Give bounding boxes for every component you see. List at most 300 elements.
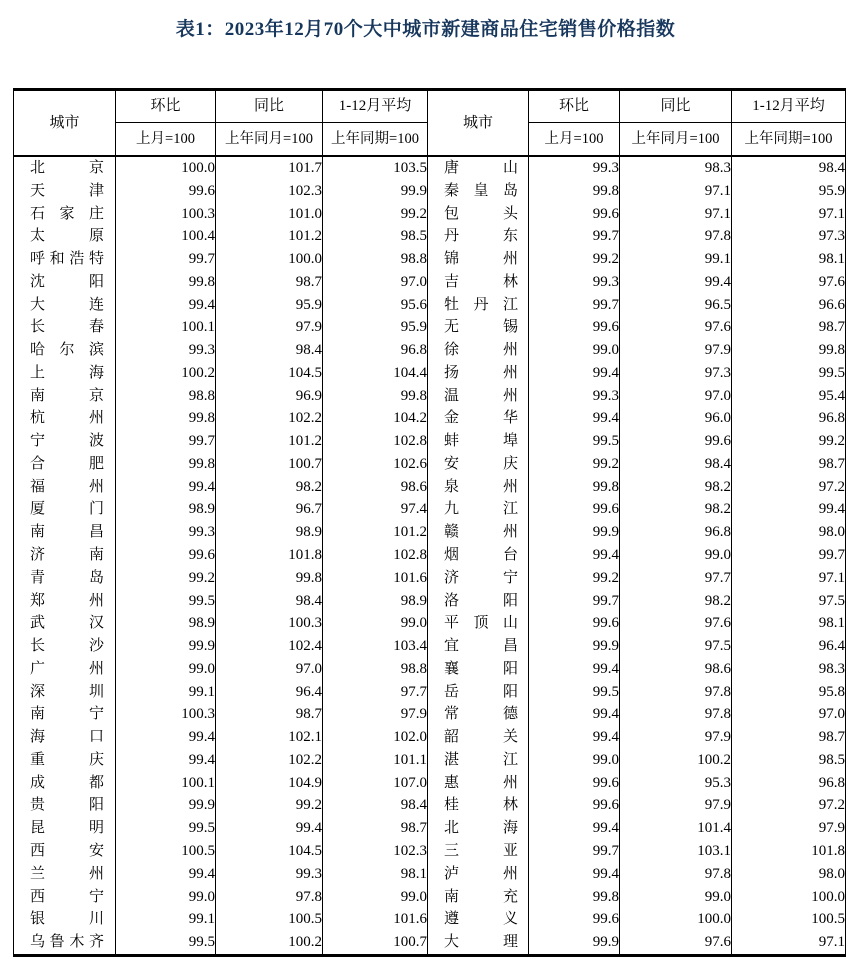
index-value-cell: 99.5 — [732, 362, 846, 385]
index-value-cell: 98.9 — [216, 521, 323, 544]
city-name: 南充 — [444, 888, 518, 905]
index-value-cell: 100.5 — [116, 840, 216, 863]
city-cell — [14, 726, 116, 749]
index-value-cell: 99.6 — [529, 794, 620, 817]
index-value-cell: 107.0 — [323, 772, 428, 795]
index-value-cell: 99.2 — [529, 453, 620, 476]
index-value-cell: 102.8 — [323, 430, 428, 453]
city-name: 烟台 — [444, 547, 518, 564]
table-row — [14, 749, 846, 772]
table-row — [14, 316, 846, 339]
index-value-cell: 95.9 — [732, 180, 846, 203]
city-cell — [428, 612, 529, 635]
index-value-cell: 97.0 — [620, 385, 732, 408]
index-value-cell: 99.5 — [529, 681, 620, 704]
index-value-cell: 99.9 — [116, 635, 216, 658]
city-cell — [428, 521, 529, 544]
index-value-cell: 99.3 — [529, 156, 620, 180]
city-name: 大连 — [30, 296, 104, 313]
index-value-cell: 98.9 — [116, 498, 216, 521]
index-value-cell: 97.6 — [620, 316, 732, 339]
table-row — [14, 476, 846, 499]
city-name: 南昌 — [30, 524, 104, 541]
index-value-cell: 99.3 — [116, 521, 216, 544]
index-value-cell: 98.8 — [116, 385, 216, 408]
index-value-cell: 101.2 — [216, 430, 323, 453]
index-value-cell: 98.5 — [323, 225, 428, 248]
city-cell — [428, 726, 529, 749]
index-value-cell: 96.8 — [732, 407, 846, 430]
index-value-cell: 99.6 — [529, 908, 620, 931]
index-value-cell: 97.0 — [732, 703, 846, 726]
index-value-cell: 99.4 — [116, 726, 216, 749]
index-value-cell: 101.7 — [216, 156, 323, 180]
index-value-cell: 96.6 — [732, 294, 846, 317]
price-index-table — [13, 88, 846, 957]
city-cell — [14, 863, 116, 886]
index-value-cell: 99.8 — [323, 385, 428, 408]
index-value-cell: 99.7 — [529, 590, 620, 613]
index-value-cell: 102.4 — [216, 635, 323, 658]
index-value-cell: 104.2 — [323, 407, 428, 430]
city-cell — [428, 156, 529, 180]
city-name: 桂林 — [444, 797, 518, 814]
col-header-yoy-right: 同比 — [620, 90, 732, 123]
city-name: 吉林 — [444, 273, 518, 290]
index-value-cell: 99.4 — [529, 544, 620, 567]
index-value-cell: 99.4 — [116, 294, 216, 317]
index-value-cell: 97.6 — [620, 931, 732, 955]
index-value-cell: 97.8 — [216, 886, 323, 909]
index-value-cell: 101.4 — [620, 817, 732, 840]
city-cell — [14, 498, 116, 521]
city-name: 呼和浩特 — [30, 251, 104, 268]
city-name: 大理 — [444, 934, 518, 951]
index-value-cell: 100.0 — [216, 248, 323, 271]
index-value-cell: 98.7 — [216, 703, 323, 726]
table-row — [14, 726, 846, 749]
index-value-cell: 97.1 — [732, 203, 846, 226]
index-value-cell: 97.4 — [323, 498, 428, 521]
index-value-cell: 95.3 — [620, 772, 732, 795]
city-cell — [428, 703, 529, 726]
index-value-cell: 97.1 — [620, 180, 732, 203]
city-name: 南宁 — [30, 706, 104, 723]
city-cell — [14, 271, 116, 294]
index-value-cell: 97.1 — [732, 567, 846, 590]
index-value-cell: 99.7 — [529, 840, 620, 863]
city-name: 深圳 — [30, 683, 104, 700]
index-value-cell: 101.6 — [323, 908, 428, 931]
index-value-cell: 99.2 — [529, 567, 620, 590]
table-row — [14, 203, 846, 226]
index-value-cell: 99.6 — [529, 203, 620, 226]
city-cell — [14, 658, 116, 681]
city-cell — [14, 635, 116, 658]
table-row — [14, 453, 846, 476]
city-cell — [428, 362, 529, 385]
city-name: 宁波 — [30, 433, 104, 450]
city-cell — [428, 794, 529, 817]
index-value-cell: 99.4 — [529, 703, 620, 726]
table-row — [14, 886, 846, 909]
city-name: 南京 — [30, 387, 104, 404]
table-row — [14, 681, 846, 704]
index-value-cell: 97.9 — [620, 726, 732, 749]
city-cell — [14, 430, 116, 453]
city-cell — [428, 476, 529, 499]
index-value-cell: 100.4 — [116, 225, 216, 248]
table-row — [14, 544, 846, 567]
index-value-cell: 99.6 — [529, 316, 620, 339]
index-value-cell: 97.7 — [323, 681, 428, 704]
index-value-cell: 102.6 — [323, 453, 428, 476]
city-name: 海口 — [30, 729, 104, 746]
table-row — [14, 931, 846, 955]
city-name: 北海 — [444, 820, 518, 837]
city-name: 韶关 — [444, 729, 518, 746]
index-value-cell: 99.2 — [529, 248, 620, 271]
index-value-cell: 98.4 — [620, 453, 732, 476]
city-cell — [14, 794, 116, 817]
index-value-cell: 98.6 — [620, 658, 732, 681]
index-value-cell: 99.0 — [323, 612, 428, 635]
city-name: 泸州 — [444, 865, 518, 882]
index-value-cell: 98.0 — [732, 863, 846, 886]
city-name: 赣州 — [444, 524, 518, 541]
table-row — [14, 180, 846, 203]
col-header-avg-right: 1-12月平均 — [732, 90, 846, 123]
index-value-cell: 97.8 — [620, 863, 732, 886]
city-name: 贵阳 — [30, 797, 104, 814]
city-cell — [428, 544, 529, 567]
city-cell — [428, 316, 529, 339]
index-value-cell: 97.9 — [620, 794, 732, 817]
index-value-cell: 98.7 — [732, 726, 846, 749]
index-value-cell: 99.4 — [529, 817, 620, 840]
table-row — [14, 156, 846, 180]
index-value-cell: 98.1 — [732, 612, 846, 635]
index-value-cell: 97.2 — [732, 794, 846, 817]
city-cell — [428, 567, 529, 590]
index-value-cell: 99.2 — [323, 203, 428, 226]
index-value-cell: 95.6 — [323, 294, 428, 317]
index-value-cell: 99.1 — [620, 248, 732, 271]
city-cell — [428, 430, 529, 453]
city-cell — [14, 294, 116, 317]
index-value-cell: 99.9 — [323, 180, 428, 203]
index-value-cell: 103.1 — [620, 840, 732, 863]
index-value-cell: 97.8 — [620, 681, 732, 704]
city-cell — [14, 703, 116, 726]
index-value-cell: 99.4 — [529, 658, 620, 681]
city-name: 安庆 — [444, 455, 518, 472]
index-value-cell: 99.9 — [529, 521, 620, 544]
index-value-cell: 99.0 — [529, 749, 620, 772]
index-value-cell: 99.1 — [116, 681, 216, 704]
index-value-cell: 99.3 — [116, 339, 216, 362]
index-value-cell: 100.2 — [216, 931, 323, 955]
index-value-cell: 96.4 — [732, 635, 846, 658]
index-value-cell: 99.6 — [116, 544, 216, 567]
index-value-cell: 98.8 — [323, 248, 428, 271]
index-value-cell: 98.7 — [216, 271, 323, 294]
index-value-cell: 99.4 — [529, 362, 620, 385]
index-value-cell: 99.8 — [529, 476, 620, 499]
city-name: 长沙 — [30, 638, 104, 655]
index-value-cell: 99.4 — [116, 749, 216, 772]
index-value-cell: 99.0 — [529, 339, 620, 362]
index-value-cell: 97.0 — [216, 658, 323, 681]
index-value-cell: 97.0 — [323, 271, 428, 294]
index-value-cell: 98.9 — [116, 612, 216, 635]
index-value-cell: 99.7 — [529, 294, 620, 317]
index-value-cell: 99.0 — [116, 658, 216, 681]
index-value-cell: 100.1 — [116, 772, 216, 795]
city-cell — [14, 612, 116, 635]
index-value-cell: 97.1 — [620, 203, 732, 226]
col-header-avg-left: 1-12月平均 — [323, 90, 428, 123]
index-value-cell: 97.6 — [620, 612, 732, 635]
index-value-cell: 95.9 — [216, 294, 323, 317]
city-name: 包头 — [444, 205, 518, 222]
city-cell — [14, 203, 116, 226]
index-value-cell: 100.2 — [116, 362, 216, 385]
index-value-cell: 99.8 — [529, 886, 620, 909]
city-name: 重庆 — [30, 751, 104, 768]
city-name: 昆明 — [30, 820, 104, 837]
index-value-cell: 99.8 — [116, 407, 216, 430]
index-value-cell: 100.1 — [116, 316, 216, 339]
index-value-cell: 99.4 — [529, 726, 620, 749]
index-value-cell: 97.6 — [732, 271, 846, 294]
index-value-cell: 99.1 — [116, 908, 216, 931]
city-name: 惠州 — [444, 774, 518, 791]
city-cell — [14, 476, 116, 499]
table-row — [14, 635, 846, 658]
city-cell — [428, 498, 529, 521]
city-cell — [428, 248, 529, 271]
city-cell — [14, 567, 116, 590]
city-name: 平顶山 — [444, 615, 518, 632]
city-cell — [428, 225, 529, 248]
index-value-cell: 96.5 — [620, 294, 732, 317]
index-value-cell: 99.7 — [529, 225, 620, 248]
index-value-cell: 99.6 — [529, 612, 620, 635]
city-cell — [428, 931, 529, 955]
city-name: 银川 — [30, 911, 104, 928]
table-body — [14, 156, 846, 955]
table-row — [14, 567, 846, 590]
index-value-cell: 99.6 — [620, 430, 732, 453]
index-value-cell: 99.4 — [620, 271, 732, 294]
index-value-cell: 104.5 — [216, 362, 323, 385]
city-name: 徐州 — [444, 342, 518, 359]
city-cell — [428, 772, 529, 795]
index-value-cell: 97.3 — [732, 225, 846, 248]
col-header-yoy-left: 同比 — [216, 90, 323, 123]
table-row — [14, 863, 846, 886]
city-cell — [428, 294, 529, 317]
index-value-cell: 97.5 — [732, 590, 846, 613]
index-value-cell: 98.6 — [323, 476, 428, 499]
city-name: 遵义 — [444, 911, 518, 928]
col-subheader-yoy-base-right: 上年同月=100 — [620, 123, 732, 157]
col-subheader-avg-base-right: 上年同期=100 — [732, 123, 846, 157]
index-value-cell: 100.3 — [116, 203, 216, 226]
index-value-cell: 98.7 — [732, 453, 846, 476]
city-name: 岳阳 — [444, 683, 518, 700]
index-value-cell: 101.8 — [216, 544, 323, 567]
city-name: 济南 — [30, 547, 104, 564]
city-name: 广州 — [30, 660, 104, 677]
city-cell — [14, 248, 116, 271]
index-value-cell: 100.2 — [620, 749, 732, 772]
city-name: 兰州 — [30, 865, 104, 882]
city-cell — [14, 180, 116, 203]
city-cell — [428, 886, 529, 909]
city-cell — [428, 590, 529, 613]
index-value-cell: 100.0 — [116, 156, 216, 180]
index-value-cell: 104.4 — [323, 362, 428, 385]
city-name: 成都 — [30, 774, 104, 791]
city-name: 合肥 — [30, 455, 104, 472]
city-name: 金华 — [444, 410, 518, 427]
index-value-cell: 99.8 — [529, 180, 620, 203]
city-name: 丹东 — [444, 228, 518, 245]
index-value-cell: 99.2 — [116, 567, 216, 590]
index-value-cell: 95.9 — [323, 316, 428, 339]
index-value-cell: 96.8 — [620, 521, 732, 544]
city-name: 西宁 — [30, 888, 104, 905]
city-cell — [14, 840, 116, 863]
index-value-cell: 97.9 — [216, 316, 323, 339]
table-row — [14, 362, 846, 385]
city-name: 太原 — [30, 228, 104, 245]
index-value-cell: 100.0 — [620, 908, 732, 931]
index-value-cell: 96.7 — [216, 498, 323, 521]
col-header-mom-right: 环比 — [529, 90, 620, 123]
city-name: 福州 — [30, 478, 104, 495]
col-header-city-right: 城市 — [428, 90, 529, 157]
table-row — [14, 658, 846, 681]
index-value-cell: 99.7 — [116, 248, 216, 271]
index-value-cell: 98.4 — [732, 156, 846, 180]
city-cell — [14, 749, 116, 772]
city-name: 锦州 — [444, 251, 518, 268]
city-name: 上海 — [30, 364, 104, 381]
index-value-cell: 96.4 — [216, 681, 323, 704]
city-name: 济宁 — [444, 569, 518, 586]
city-cell — [428, 203, 529, 226]
city-cell — [14, 772, 116, 795]
city-name: 郑州 — [30, 592, 104, 609]
city-cell — [14, 521, 116, 544]
index-value-cell: 97.2 — [732, 476, 846, 499]
city-name: 石家庄 — [30, 205, 104, 222]
col-subheader-avg-base-left: 上年同期=100 — [323, 123, 428, 157]
index-value-cell: 99.8 — [116, 271, 216, 294]
city-cell — [428, 407, 529, 430]
city-cell — [14, 407, 116, 430]
table-header — [14, 90, 846, 157]
table-row — [14, 521, 846, 544]
index-value-cell: 97.8 — [620, 225, 732, 248]
city-name: 三亚 — [444, 842, 518, 859]
table-row — [14, 385, 846, 408]
city-name: 牡丹江 — [444, 296, 518, 313]
index-value-cell: 99.0 — [620, 544, 732, 567]
index-value-cell: 99.0 — [323, 886, 428, 909]
index-value-cell: 99.5 — [529, 430, 620, 453]
index-value-cell: 98.4 — [216, 590, 323, 613]
index-value-cell: 99.3 — [216, 863, 323, 886]
index-value-cell: 102.2 — [216, 749, 323, 772]
index-value-cell: 100.7 — [323, 931, 428, 955]
index-value-cell: 99.0 — [116, 886, 216, 909]
index-value-cell: 98.2 — [620, 476, 732, 499]
index-value-cell: 99.4 — [216, 817, 323, 840]
table-row — [14, 703, 846, 726]
index-value-cell: 103.4 — [323, 635, 428, 658]
header-row-main — [14, 90, 846, 123]
index-value-cell: 99.5 — [116, 931, 216, 955]
index-value-cell: 99.9 — [116, 794, 216, 817]
city-cell — [428, 681, 529, 704]
index-value-cell: 100.5 — [216, 908, 323, 931]
page-title: 表1：2023年12月70个大中城市新建商品住宅销售价格指数 — [175, 19, 676, 40]
city-name: 杭州 — [30, 410, 104, 427]
city-cell — [428, 658, 529, 681]
city-cell — [14, 156, 116, 180]
index-value-cell: 99.6 — [116, 180, 216, 203]
index-value-cell: 99.4 — [529, 863, 620, 886]
col-header-city-left: 城市 — [14, 90, 116, 157]
col-subheader-mom-base-right: 上月=100 — [529, 123, 620, 157]
index-value-cell: 100.0 — [732, 886, 846, 909]
index-value-cell: 100.7 — [216, 453, 323, 476]
index-value-cell: 96.0 — [620, 407, 732, 430]
index-value-cell: 100.3 — [116, 703, 216, 726]
index-value-cell: 98.9 — [323, 590, 428, 613]
city-cell — [14, 453, 116, 476]
city-cell — [14, 886, 116, 909]
city-cell — [428, 908, 529, 931]
index-value-cell: 99.7 — [732, 544, 846, 567]
index-value-cell: 99.8 — [216, 567, 323, 590]
city-name: 北京 — [30, 160, 104, 176]
city-cell — [428, 817, 529, 840]
index-value-cell: 98.3 — [620, 156, 732, 180]
index-value-cell: 99.6 — [529, 772, 620, 795]
index-value-cell: 100.5 — [732, 908, 846, 931]
index-value-cell: 101.1 — [323, 749, 428, 772]
city-cell — [14, 817, 116, 840]
index-value-cell: 97.1 — [732, 931, 846, 955]
index-value-cell: 98.2 — [620, 498, 732, 521]
index-value-cell: 101.2 — [216, 225, 323, 248]
city-cell — [428, 749, 529, 772]
city-cell — [428, 863, 529, 886]
index-value-cell: 99.8 — [116, 453, 216, 476]
table-row — [14, 248, 846, 271]
index-value-cell: 97.7 — [620, 567, 732, 590]
index-value-cell: 97.9 — [323, 703, 428, 726]
index-value-cell: 95.4 — [732, 385, 846, 408]
table-row — [14, 590, 846, 613]
table-row — [14, 407, 846, 430]
index-value-cell: 99.9 — [529, 931, 620, 955]
